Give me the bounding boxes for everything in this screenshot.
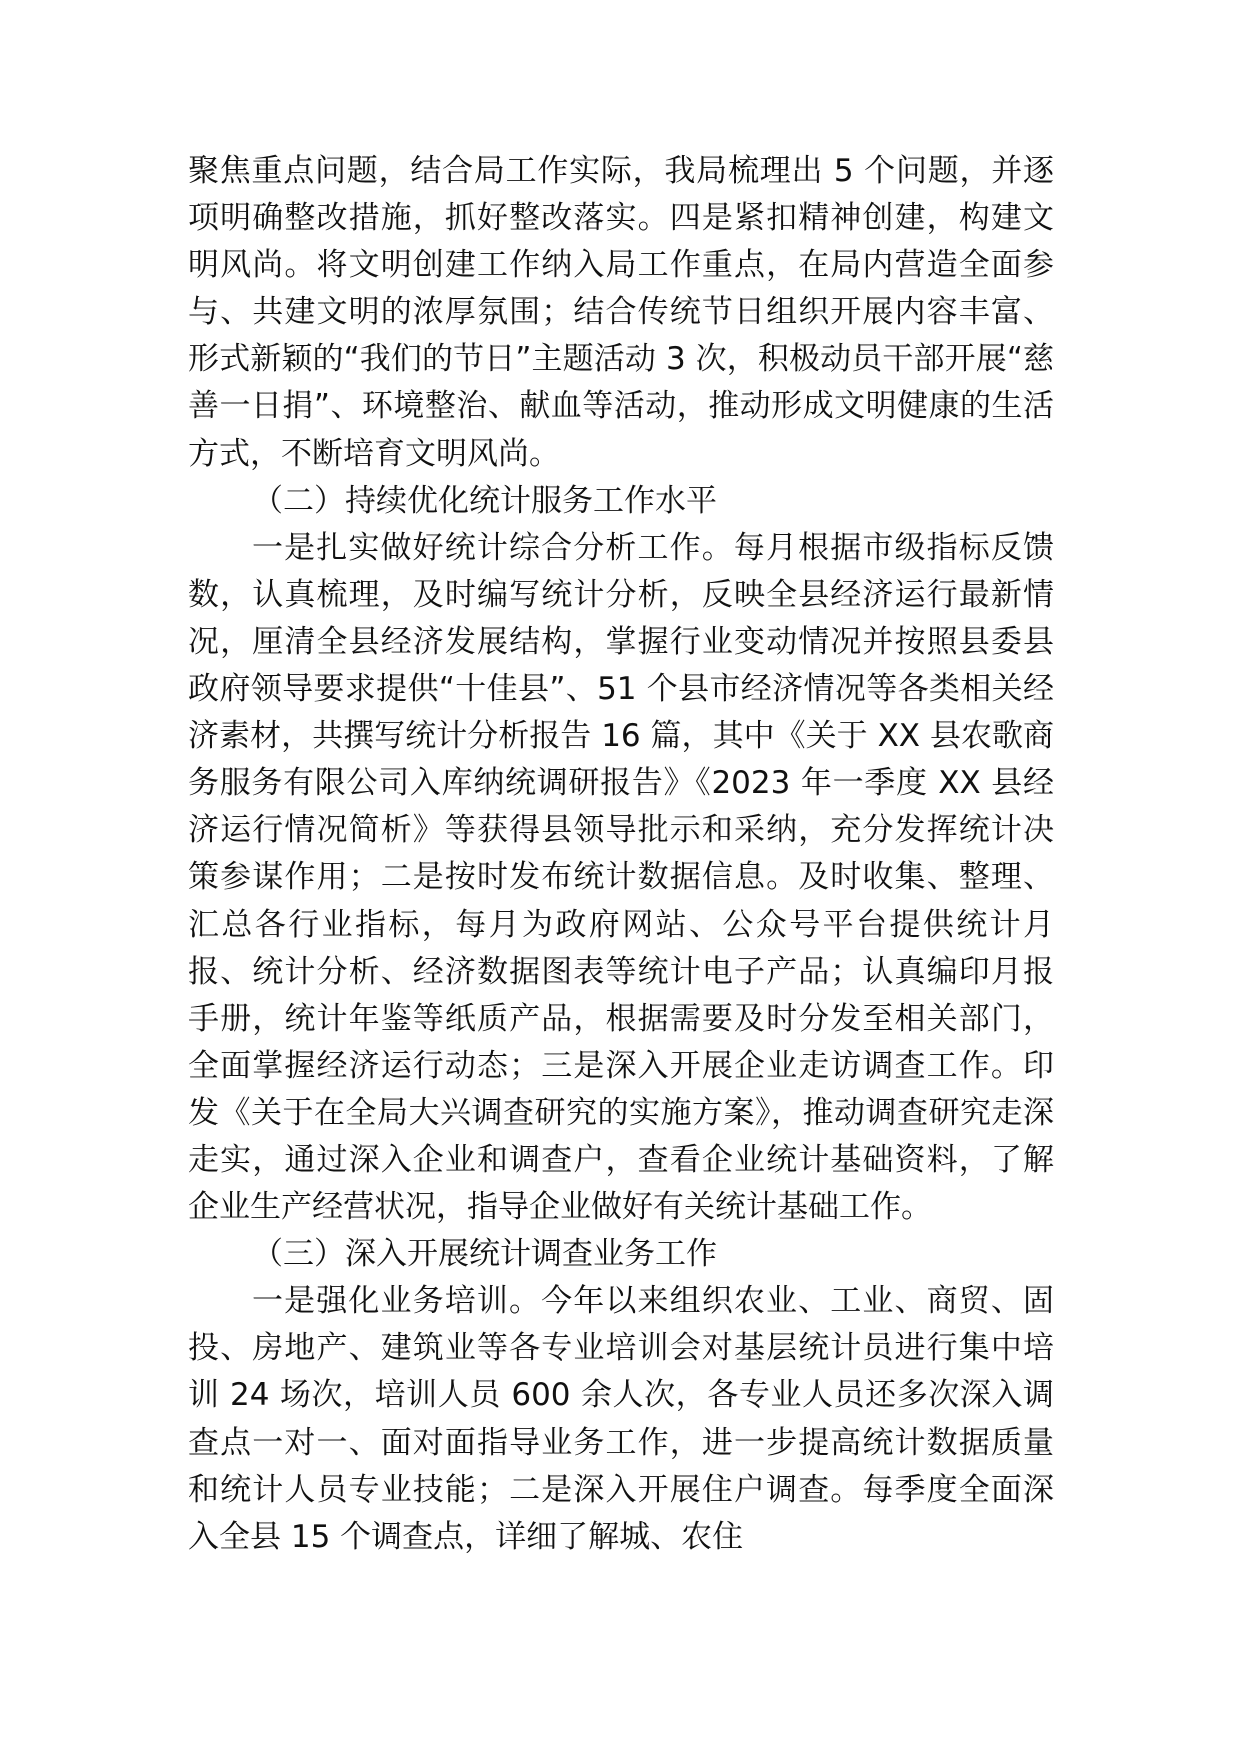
body-paragraph-1: 聚焦重点问题，结合局工作实际，我局梳理出 5 个问题，并逐项明确整改措施，抓好整改落实。四是紧扣精神创建，构建文明风尚。将文明创建工作纳入局工作重点，在局内营造全面参与、共建文明的浓厚氛围；结合传统节日组织开展内容丰富、形式新颖的“我们的节日”主题活动 3 次，积极动员干部开展“慈善一日捐”、环境整治、献血等活动，推动形成文明健康的生活方式，不断培育文明风尚。	[188, 153, 1054, 472]
section-heading-3: （三）深入开展统计调查业务工作	[252, 1236, 717, 1273]
body-paragraph-3: 一是强化业务培训。今年以来组织农业、工业、商贸、固投、房地产、建筑业等各专业培训会对基层统计员进行集中培训 24 场次，培训人员 600 余人次，各专业人员还多次深入调查点一对一、面对面指导业务工作，进一步提高统计数据质量和统计人员专业技能；二是深入开展住户调查。每季度全面深入全县 15 个调查点，详细了解城、农住	[188, 1283, 1054, 1555]
body-paragraph-2: 一是扎实做好统计综合分析工作。每月根据市级指标反馈数，认真梳理，及时编写统计分析，反映全县经济运行最新情况，厘清全县经济发展结构，掌握行业变动情况并按照县委县政府领导要求提供“十佳县”、51 个县市经济情况等各类相关经济素材，共撰写统计分析报告 16 篇，其中《关于 XX 县农歌商务服务有限公司入库纳统调研报告》《2023 年一季度 XX 县经济运行情况简析》等获得县领导批示和采纳，充分发挥统计决策参谋作用；二是按时发布统计数据信息。及时收集、整理、汇总各行业指标，每月为政府网站、公众号平台提供统计月报、统计分析、经济数据图表等统计电子产品；认真编印月报手册，统计年鉴等纸质产品，根据需要及时分发至相关部门，全面掌握经济运行动态；三是深入开展企业走访调查工作。印发《关于在全局大兴调查研究的实施方案》，推动调查研究走深走实，通过深入企业和调查户，查看企业统计基础资料，了解企业生产经营状况，指导企业做好有关统计基础工作。	[188, 529, 1054, 1226]
document-body	[188, 148, 1054, 1561]
section-heading-2: （二）持续优化统计服务工作水平	[252, 482, 717, 519]
